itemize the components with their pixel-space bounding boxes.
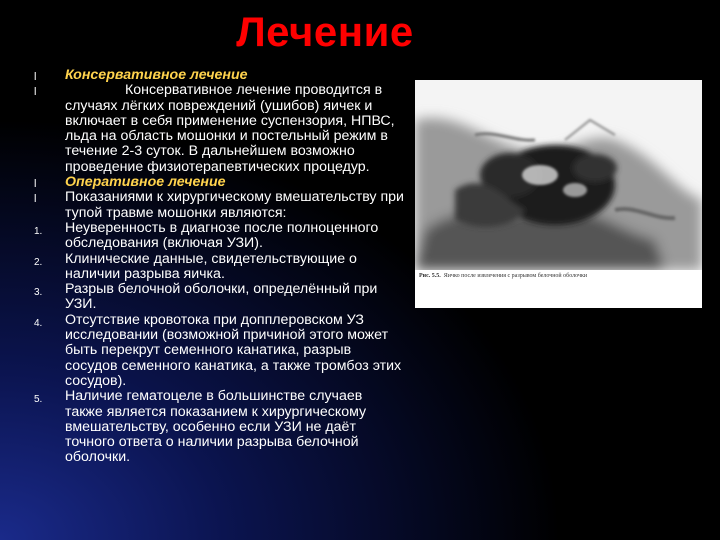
bullet-marker: l: [34, 71, 37, 83]
paragraph-text: Показаниями к хирургическому вмешательству при тупой травме мошонки являются:: [65, 189, 404, 221]
paragraph-text: Разрыв белочной оболочки, определённый при УЗИ.: [65, 281, 378, 313]
paragraph-text: Неуверенность в диагнозе после полноценного обследования (включая УЗИ).: [65, 219, 379, 252]
section-heading-conservative: Консервативное лечение: [65, 67, 248, 83]
number-marker: 1.: [34, 225, 43, 237]
list-item: [32, 68, 404, 83]
figure-photo: [415, 80, 702, 308]
section-heading-operative: Оперативное лечение: [65, 174, 226, 191]
bullet-marker: l: [34, 193, 37, 206]
surgical-photo-image: [415, 80, 702, 270]
paragraph-text: Наличие гематоцеле в большинстве случаев также является показанием к хирургическому вмешательству, особенно если УЗИ не даёт точного ответа о наличии разрыва белочной оболочки.: [65, 388, 367, 466]
paragraph-text: Отсутствие кровотока при допплеровском УЗ исследовании (возможной причиной этого может быть перекрут семенного канатика, разрыв сосудов семенного канатика, а также тромбоз этих сосудов).: [65, 311, 402, 389]
list-item: [32, 83, 404, 175]
bullet-marker: l: [34, 178, 37, 191]
number-marker: 5.: [34, 394, 43, 406]
paragraph-text: Клинические данные, свидетельствующие о наличии разрыва яичка.: [65, 250, 357, 282]
slide-title: Лечение: [236, 8, 414, 55]
list-item: [32, 389, 404, 465]
figure-caption-text: Яичко после извлечения с разрывом белочной оболочки: [443, 273, 588, 279]
figure-caption-label: Рис. 5.5.: [419, 273, 441, 279]
list-item: [32, 175, 404, 190]
list-item: [32, 221, 404, 252]
content-list: [32, 68, 404, 466]
list-item: [32, 282, 404, 313]
number-marker: 4.: [34, 317, 43, 329]
list-item: [32, 190, 404, 221]
number-marker: 3.: [34, 287, 43, 299]
figure-caption: [419, 272, 698, 280]
list-item: [32, 313, 404, 389]
number-marker: 2.: [34, 256, 43, 268]
list-item: [32, 252, 404, 283]
paragraph-text: Консервативное лечение проводится в случаях лёгких повреждений (ушибов) яичек и включает в себя применение суспензория, НПВС, льда на область мошонки и постельный режим в течение 2-3 суток. В дальнейшем возможно проведение физиотерапевтических процедур.: [65, 82, 395, 175]
bullet-marker: l: [34, 86, 37, 99]
